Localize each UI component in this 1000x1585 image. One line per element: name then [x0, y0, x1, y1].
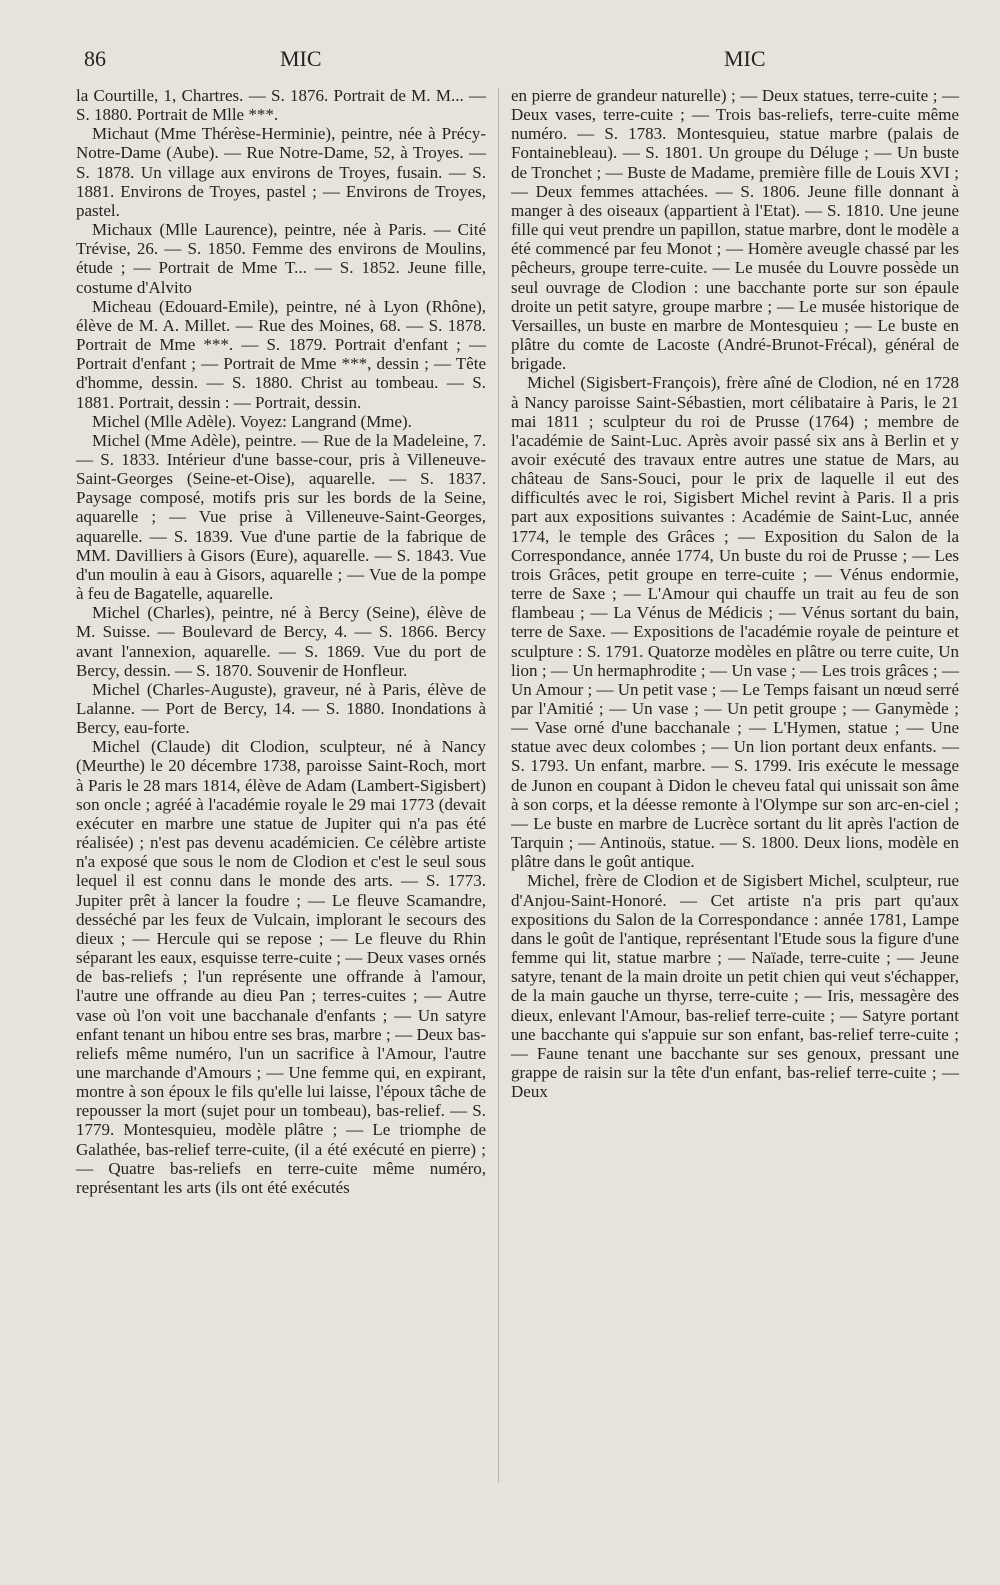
entry-michel-charles-auguste: Michel (Charles-Auguste), graveur, né à Paris, élève de Lalanne. — Port de Bercy, 14. — S. 1880. Inondations à Bercy, eau-forte. [76, 679, 486, 738]
left-column [76, 86, 486, 1197]
entry-michaut-therese-herminie: Michaut (Mme Thérèse-Herminie), peintre, née à Précy-Notre-Dame (Aube). — Rue Notre-Dame, 52, à Troyes. — S. 1878. Un village aux environs de Troyes, fusain. — S. 1881. Environs de Troyes, pastel ; — Environs de Troyes, pastel. [76, 124, 486, 220]
entry-michel-brother: Michel, frère de Clodion et de Sigisbert Michel, sculpteur, rue d'Anjou-Saint-Honoré. — Cet artiste n'a pris part qu'aux expositions du Salon de la Correspondance : année 1781, Lampe dans le goût de l'antique, représentant l'Etude sous la figure d'une femme qui lit, statue marbre ; — Naïade, terre-cuite ; — Jeune satyre, tenant de la main droite un petit chien qui veut s'échapper, de la main gauche un thyrse, terre-cuite ; — Iris, messagère des dieux, enlevant l'Amour, bas-relief terre-cuite ; — Satyre portant une bacchante qui s'appuie sur son enfant, bas-relief terre-cuite ; — Faune tenant une bacchante sur ses genoux, pressant une grappe de raisin sur la tête d'un enfant, bas-relief terre-cuite ; — Deux [511, 871, 959, 1102]
running-head-left: MIC [280, 46, 322, 71]
entry-continuation: la Courtille, 1, Chartres. — S. 1876. Portrait de M. M... — S. 1880. Portrait de Mlle ***. [76, 86, 486, 125]
entry-michaux-laurence: Michaux (Mlle Laurence), peintre, née à Paris. — Cité Trévise, 26. — S. 1850. Femme des environs de Moulins, étude ; — Portrait de Mme T... — S. 1852. Jeune fille, costume d'Alvito [76, 220, 486, 297]
page-number: 86 [84, 46, 106, 71]
entry-michel-charles: Michel (Charles), peintre, né à Bercy (Seine), élève de M. Suisse. — Boulevard de Bercy, 4. — S. 1866. Bercy avant l'annexion, aquarelle. — S. 1869. Vue du port de Bercy, dessin. — S. 1870. Souvenir de Honfleur. [76, 603, 486, 680]
entry-michel-mme-adele: Michel (Mme Adèle), peintre. — Rue de la Madeleine, 7. — S. 1833. Intérieur d'une basse-cour, pris à Villeneuve-Saint-Georges (Seine-et-Oise), aquarelle. — S. 1837. Paysage composé, motifs pris sur les bords de la Seine, aquarelle ; — Vue prise à Villeneuve-Saint-Georges, aquarelle. — S. 1839. Vue d'une partie de la fabrique de MM. Davilliers à Gisors (Eure), aquarelle. — S. 1843. Vue d'un moulin à eau à Gisors, aquarelle ; — Vue de la pompe à feu de Bagatelle, aquarelle. [76, 430, 486, 604]
entry-micheau-edouard-emile: Micheau (Edouard-Emile), peintre, né à Lyon (Rhône), élève de M. A. Millet. — Rue des Moines, 68. — S. 1878. Portrait de Mme ***. — S. 1879. Portrait d'enfant ; — Portrait d'enfant ; — Portrait de Mme ***, dessin ; — Tête d'homme, dessin. — S. 1880. Christ au tombeau. — S. 1881. Portrait, dessin : — Portrait, dessin. [76, 296, 486, 412]
right-column [511, 86, 959, 1101]
running-head-right: MIC [724, 46, 766, 71]
entry-michel-claude-clodion: Michel (Claude) dit Clodion, sculpteur, né à Nancy (Meurthe) le 20 décembre 1738, paroisse Saint-Roch, mort à Paris le 28 mars 1814, élève de Adam (Lambert-Sigisbert) son oncle ; agréé à l'académie royale le 29 mai 1773 (devait exécuter en marbre une statue de Jupiter qui n'a pas été réalisée) ; n'est pas devenu académicien. Ce célèbre artiste n'a exposé que sous le nom de Clodion et c'est le seul sous lequel il est connu dans le monde des arts. — S. 1773. Jupiter prêt à lancer la foudre ; — Le fleuve Scamandre, desséché par les feux de Vulcain, implorant le secours des dieux ; — Hercule qui se repose ; — Le fleuve du Rhin séparant les eaux, esquisse terre-cuite ; — Deux vases ornés de bas-reliefs ; l'un représente une offrande à l'amour, l'autre une offrande au dieu Pan ; terres-cuites ; — Autre vase où l'on voit une bacchanale d'enfants ; — Un satyre enfant tenant un hibou entre ses bras, marbre ; — Deux bas-reliefs même numéro, l'un un sacrifice à l'Amour, l'autre une marchande d'Amours ; — Une femme qui, en expirant, montre à son époux le fils qu'elle lui laisse, l'époux tâche de repousser la mort (sujet pour un tombeau), bas-relief. — S. 1779. Montesquieu, modèle plâtre ; — Le triomphe de Galathée, bas-relief terre-cuite, (il a été exécuté en pierre) ; — Quatre bas-reliefs en terre-cuite même numéro, représentant les arts (ils ont été exécutés [76, 737, 486, 1197]
column-separator [498, 88, 499, 1483]
entry-clodion-continuation: en pierre de grandeur naturelle) ; — Deux statues, terre-cuite ; — Deux vases, terre-cuite ; — Trois bas-reliefs, terre-cuite même numéro. — S. 1783. Montesquieu, statue marbre (palais de Fontainebleau). — S. 1801. Un groupe du Déluge ; — Un buste de Tronchet ; — Buste de Madame, première fille de Louis XVI ; — Deux femmes attachées. — S. 1806. Jeune fille donnant à manger à des oiseaux (appartient à l'Etat). — S. 1810. Une jeune fille qui veut prendre un papillon, statue marbre, dont le modèle a été commencé par feu Monot ; — Homère aveugle chassé par les pêcheurs, groupe terre-cuite. — Le musée du Louvre possède un seul ouvrage de Clodion : une bacchante porte sur son épaule droite un petit satyre, groupe marbre ; — Le musée historique de Versailles, un buste en marbre de Montesquieu ; — Le buste en plâtre du comte de Lacoste (André-Brunot-Frécal), général de brigade. [511, 86, 959, 374]
entry-michel-mlle-adele: Michel (Mlle Adèle). Voyez: Langrand (Mme). [92, 411, 412, 431]
entry-michel-sigisbert-francois: Michel (Sigisbert-François), frère aîné de Clodion, né en 1728 à Nancy paroisse Saint-Sébastien, mort célibataire à Paris, le 21 mai 1811 ; sculpteur du roi de Prusse (1764) ; membre de l'académie de Saint-Luc. Après avoir passé six ans à Berlin et y avoir exécuté des travaux entre autres une statue de Mars, au château de Sans-Souci, pour le prix de laquelle il eut des difficultés avec le roi, Sigisbert Michel revint à Paris. Il a pris part aux expositions suivantes : Académie de Saint-Luc, année 1774, le temple des Grâces ; — Exposition du Salon de la Correspondance, année 1774, Un buste du roi de Prusse ; — Les trois Grâces, petit groupe en terre-cuite ; — Vénus endormie, terre de Saxe ; — L'Amour qui chauffe un trait au feu de son flambeau ; — La Vénus de Médicis ; — Vénus sortant du bain, terre de Saxe. — Expositions de l'académie royale de peinture et sculpture : S. 1791. Quatorze modèles en plâtre ou terre cuite, Un lion ; — Un hermaphrodite ; — Un vase ; — Les trois grâces ; — Un Amour ; — Un petit vase ; — Le Temps faisant un nœud serré par l'Amitié ; — Un vase ; — Un petit groupe ; — Ganymède ; — Vase orné d'une bacchanale ; — L'Hymen, statue ; — Une statue avec deux colombes ; — Un lion portant deux enfants. — S. 1793. Un enfant, marbre. — S. 1799. Iris exécute le message de Junon en coupant à Didon le cheveu fatal qui unissait son âme à son corps, et la déesse remonte à l'Olympe sur son arc-en-ciel ; — Le buste en marbre de Lucrèce sortant du lit après l'action de Tarquin ; — Antinoüs, statue. — S. 1800. Deux lions, modèle en plâtre dans le goût antique. [511, 373, 959, 872]
